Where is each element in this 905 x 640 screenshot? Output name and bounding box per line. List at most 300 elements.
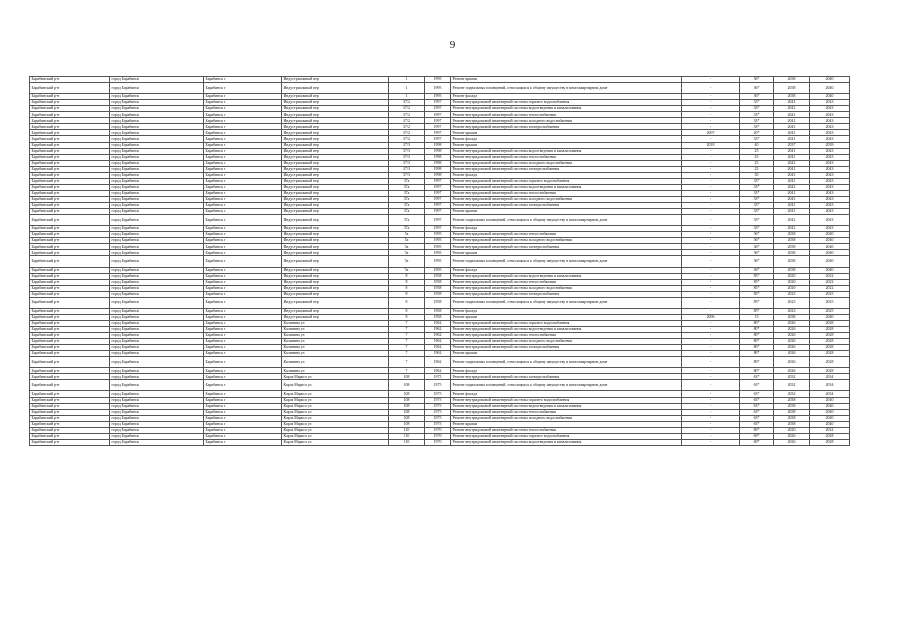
table-cell-work: Ремонт фасада xyxy=(451,391,682,397)
table-cell-end: 2022 xyxy=(810,279,850,285)
table-cell-city: Барабинск г xyxy=(204,190,282,196)
table-cell-work: Ремонт внутридомовой инженерной системы водоотведения и канализования xyxy=(451,184,682,190)
table-cell-settlement: город Барабинск xyxy=(110,94,204,100)
table-cell-settlement: город Барабинск xyxy=(110,124,204,130)
table-cell-city: Барабинск г xyxy=(204,320,282,326)
table-cell-percent: 33* xyxy=(740,124,774,130)
table-cell-street: Индустриальный пер xyxy=(282,148,389,154)
table-cell-house: 5а xyxy=(389,238,425,244)
table-cell-end: 2043 xyxy=(810,202,850,208)
table-cell-street: Калинина ул xyxy=(282,339,389,345)
table-cell-end: 2043 xyxy=(810,166,850,172)
table-cell-street: Индустриальный пер xyxy=(282,314,389,320)
table-cell-city: Барабинск г xyxy=(204,368,282,374)
table-cell-year_done: - xyxy=(682,439,740,445)
table-cell-end: 2025 xyxy=(810,291,850,297)
table-cell-year_done: - xyxy=(682,357,740,368)
table-cell-start: 2041 xyxy=(774,226,810,232)
table-cell-work: Ремонт фасада xyxy=(451,172,682,178)
table-cell-year_done: - xyxy=(682,226,740,232)
table-cell-start: 2020 xyxy=(774,273,810,279)
table-cell-work: Ремонт внутридомовой инженерной системы горячего водоснабжения xyxy=(451,397,682,403)
table-cell-start: 2038 xyxy=(774,250,810,256)
table-cell-percent: 30 xyxy=(740,172,774,178)
table-cell-city: Барабинск г xyxy=(204,215,282,226)
table-cell-work: Ремонт внутридомовой инженерной системы теплоснабжения xyxy=(451,112,682,118)
table-cell-year_done: - xyxy=(682,154,740,160)
table-cell-work: Ремонт внутридомовой инженерной системы холодного водоснабжения xyxy=(451,118,682,124)
table-cell-year: 1997 xyxy=(425,130,451,136)
table-cell-city: Барабинск г xyxy=(204,326,282,332)
table-cell-city: Барабинск г xyxy=(204,314,282,320)
table-cell-house: 37/2 xyxy=(389,136,425,142)
table-cell-year_done: - xyxy=(682,397,740,403)
table-cell-city: Барабинск г xyxy=(204,308,282,314)
table-cell-start: 2026 xyxy=(774,368,810,374)
table-cell-house: 7 xyxy=(389,345,425,351)
table-cell-city: Барабинск г xyxy=(204,226,282,232)
table-cell-district: Барабинский р-н xyxy=(30,244,110,250)
table-cell-percent: 80* xyxy=(740,320,774,326)
table-cell-end: 2043 xyxy=(810,136,850,142)
table-cell-percent: 80* xyxy=(740,339,774,345)
table-cell-city: Барабинск г xyxy=(204,142,282,148)
table-cell-house: 7 xyxy=(389,357,425,368)
table-cell-percent: 63* xyxy=(740,403,774,409)
table-row xyxy=(30,83,850,94)
table-cell-work: Ремонт подвальных помещений, относящихся к общему имуществу в многоквартирном доме xyxy=(451,215,682,226)
table-cell-house: 37/3 xyxy=(389,172,425,178)
table-cell-year: 1958 xyxy=(425,273,451,279)
table-cell-work: Ремонт внутридомовой инженерной системы электроснабжения xyxy=(451,291,682,297)
table-cell-street: Индустриальный пер xyxy=(282,196,389,202)
table-cell-city: Барабинск г xyxy=(204,415,282,421)
table-cell-percent: 25 xyxy=(740,166,774,172)
table-cell-district: Барабинский р-н xyxy=(30,232,110,238)
table-cell-end: 2034 xyxy=(810,391,850,397)
table-cell-settlement: город Барабинск xyxy=(110,100,204,106)
table-cell-percent: 80* xyxy=(740,357,774,368)
table-cell-year_done: - xyxy=(682,256,740,267)
table-cell-street: Индустриальный пер xyxy=(282,172,389,178)
table-cell-street: Карла Маркса ул xyxy=(282,403,389,409)
table-cell-percent: 80* xyxy=(740,351,774,357)
table-cell-house: 8 xyxy=(389,308,425,314)
table-cell-city: Барабинск г xyxy=(204,154,282,160)
table-cell-start: 2026 xyxy=(774,439,810,445)
table-cell-street: Индустриальный пер xyxy=(282,136,389,142)
table-cell-percent: 33* xyxy=(740,178,774,184)
table-cell-start: 2038 xyxy=(774,232,810,238)
table-cell-end: 2040 xyxy=(810,238,850,244)
table-cell-street: Индустриальный пер xyxy=(282,215,389,226)
table-cell-settlement: город Барабинск xyxy=(110,314,204,320)
table-cell-end: 2043 xyxy=(810,215,850,226)
table-cell-street: Индустриальный пер xyxy=(282,190,389,196)
table-cell-city: Барабинск г xyxy=(204,232,282,238)
table-cell-percent: 33* xyxy=(740,215,774,226)
table-cell-percent: 63* xyxy=(740,380,774,391)
table-cell-year_done: - xyxy=(682,320,740,326)
table-cell-start: 2041 xyxy=(774,202,810,208)
table-cell-start: 2038 xyxy=(774,397,810,403)
table-cell-settlement: город Барабинск xyxy=(110,403,204,409)
table-cell-district: Барабинский р-н xyxy=(30,285,110,291)
table-cell-settlement: город Барабинск xyxy=(110,190,204,196)
table-cell-street: Индустриальный пер xyxy=(282,256,389,267)
table-cell-end: 2043 xyxy=(810,209,850,215)
table-cell-year_done: - xyxy=(682,77,740,83)
table-cell-year_done: - xyxy=(682,244,740,250)
table-cell-percent: 63* xyxy=(740,421,774,427)
table-cell-year: 1998 xyxy=(425,166,451,172)
page-number: 9 xyxy=(449,39,456,51)
table-cell-percent: 80* xyxy=(740,326,774,332)
table-cell-work: Ремонт внутридомовой инженерной системы теплоснабжения xyxy=(451,333,682,339)
table-cell-year: 1962 xyxy=(425,339,451,345)
table-cell-city: Барабинск г xyxy=(204,357,282,368)
table-cell-house: 108 xyxy=(389,397,425,403)
table-cell-start: 2038 xyxy=(774,415,810,421)
table-cell-district: Барабинский р-н xyxy=(30,320,110,326)
table-cell-year: 1995 xyxy=(425,256,451,267)
table-cell-work: Ремонт внутридомовой инженерной системы водоотведения и канализования xyxy=(451,326,682,332)
table-cell-district: Барабинский р-н xyxy=(30,142,110,148)
table-cell-house: 108 xyxy=(389,380,425,391)
table-cell-end: 2040 xyxy=(810,250,850,256)
table-cell-percent: 33* xyxy=(740,202,774,208)
table-cell-work: Ремонт внутридомовой инженерной системы холодного водоснабжения xyxy=(451,339,682,345)
table-cell-end: 2028 xyxy=(810,439,850,445)
table-cell-year_done: - xyxy=(682,433,740,439)
table-cell-end: 2043 xyxy=(810,190,850,196)
table-cell-district: Барабинский р-н xyxy=(30,136,110,142)
table-cell-work: Ремонт внутридомовой инженерной системы горячего водоснабжения xyxy=(451,100,682,106)
table-cell-settlement: город Барабинск xyxy=(110,172,204,178)
table-cell-year_done: - xyxy=(682,178,740,184)
table-cell-year: 1995 xyxy=(425,77,451,83)
table-cell-start: 2038 xyxy=(774,244,810,250)
table-cell-street: Индустриальный пер xyxy=(282,118,389,124)
table-cell-end: 2034 xyxy=(810,380,850,391)
table-cell-end: 2028 xyxy=(810,333,850,339)
table-cell-settlement: город Барабинск xyxy=(110,160,204,166)
table-cell-year_done: - xyxy=(682,351,740,357)
table-cell-settlement: город Барабинск xyxy=(110,83,204,94)
table-cell-year_done: - xyxy=(682,83,740,94)
table-cell-city: Барабинск г xyxy=(204,339,282,345)
table-cell-year_done: - xyxy=(682,215,740,226)
table-cell-year_done: - xyxy=(682,166,740,172)
table-cell-end: 2040 xyxy=(810,314,850,320)
table-cell-district: Барабинский р-н xyxy=(30,397,110,403)
table-cell-street: Карла Маркса ул xyxy=(282,397,389,403)
table-cell-start: 2041 xyxy=(774,196,810,202)
table-cell-start: 2041 xyxy=(774,136,810,142)
table-cell-district: Барабинский р-н xyxy=(30,291,110,297)
table-cell-year_done: - xyxy=(682,380,740,391)
table-cell-district: Барабинский р-н xyxy=(30,172,110,178)
table-cell-city: Барабинск г xyxy=(204,118,282,124)
table-cell-year_done: - xyxy=(682,333,740,339)
table-cell-percent: 36* xyxy=(740,244,774,250)
table-cell-city: Барабинск г xyxy=(204,178,282,184)
table-cell-house: 37а xyxy=(389,226,425,232)
table-cell-year_done: - xyxy=(682,124,740,130)
table-cell-city: Барабинск г xyxy=(204,267,282,273)
table-cell-street: Индустриальный пер xyxy=(282,202,389,208)
table-cell-settlement: город Барабинск xyxy=(110,397,204,403)
table-cell-settlement: город Барабинск xyxy=(110,226,204,232)
table-cell-city: Барабинск г xyxy=(204,291,282,297)
table-cell-year: 1962 xyxy=(425,351,451,357)
table-cell-city: Барабинск г xyxy=(204,130,282,136)
table-cell-district: Барабинский р-н xyxy=(30,403,110,409)
table-cell-year: 1962 xyxy=(425,333,451,339)
table-cell-percent: 25 xyxy=(740,148,774,154)
table-cell-work: Ремонт фасада xyxy=(451,94,682,100)
table-cell-district: Барабинский р-н xyxy=(30,345,110,351)
table-cell-year: 1975 xyxy=(425,415,451,421)
table-cell-work: Ремонт внутридомовой инженерной системы электроснабжения xyxy=(451,345,682,351)
table-cell-year_done: - xyxy=(682,160,740,166)
table-body xyxy=(30,77,850,446)
table-cell-year_done: - xyxy=(682,250,740,256)
table-cell-city: Барабинск г xyxy=(204,345,282,351)
table-cell-percent: 36* xyxy=(740,267,774,273)
table-cell-percent: 80* xyxy=(740,368,774,374)
table-cell-year_done: - xyxy=(682,136,740,142)
table-cell-start: 2041 xyxy=(774,166,810,172)
table-cell-street: Индустриальный пер xyxy=(282,124,389,130)
table-cell-percent: 63* xyxy=(740,374,774,380)
table-cell-street: Индустриальный пер xyxy=(282,297,389,308)
table-cell-start: 2041 xyxy=(774,184,810,190)
table-cell-settlement: город Барабинск xyxy=(110,250,204,256)
table-cell-settlement: город Барабинск xyxy=(110,368,204,374)
table-cell-end: 2040 xyxy=(810,77,850,83)
table-cell-end: 2043 xyxy=(810,160,850,166)
table-cell-start: 2038 xyxy=(774,421,810,427)
table-cell-year_done: - xyxy=(682,196,740,202)
table-cell-district: Барабинский р-н xyxy=(30,374,110,380)
table-cell-year_done: - xyxy=(682,172,740,178)
table-cell-year: 1958 xyxy=(425,297,451,308)
table-cell-settlement: город Барабинск xyxy=(110,154,204,160)
table-cell-settlement: город Барабинск xyxy=(110,209,204,215)
table-cell-start: 2023 xyxy=(774,308,810,314)
table-cell-start: 2041 xyxy=(774,112,810,118)
table-cell-year_done: - xyxy=(682,308,740,314)
table-cell-city: Барабинск г xyxy=(204,172,282,178)
table-cell-street: Карла Маркса ул xyxy=(282,374,389,380)
table-cell-house: 7 xyxy=(389,368,425,374)
table-cell-end: 2028 xyxy=(810,345,850,351)
table-cell-end: 2028 xyxy=(810,357,850,368)
table-cell-city: Барабинск г xyxy=(204,403,282,409)
table-cell-start: 2038 xyxy=(774,77,810,83)
table-cell-district: Барабинский р-н xyxy=(30,439,110,445)
table-cell-district: Барабинский р-н xyxy=(30,326,110,332)
table-cell-year: 1958 xyxy=(425,285,451,291)
table-cell-work: Ремонт внутридомовой инженерной системы теплоснабжения xyxy=(451,190,682,196)
table-cell-year_done: - xyxy=(682,100,740,106)
table-cell-percent: 63* xyxy=(740,397,774,403)
table-cell-street: Индустриальный пер xyxy=(282,178,389,184)
table-cell-house: 5а xyxy=(389,267,425,273)
table-cell-district: Барабинский р-н xyxy=(30,368,110,374)
table-cell-district: Барабинский р-н xyxy=(30,106,110,112)
table-cell-settlement: город Барабинск xyxy=(110,202,204,208)
table-cell-settlement: город Барабинск xyxy=(110,326,204,332)
table-cell-settlement: город Барабинск xyxy=(110,415,204,421)
table-cell-year: 1997 xyxy=(425,184,451,190)
table-cell-house: 1 xyxy=(389,77,425,83)
table-cell-street: Индустриальный пер xyxy=(282,106,389,112)
table-cell-settlement: город Барабинск xyxy=(110,439,204,445)
table-cell-house: 37/3 xyxy=(389,154,425,160)
table-cell-work: Ремонт фасада xyxy=(451,308,682,314)
table-cell-end: 2043 xyxy=(810,130,850,136)
table-cell-street: Индустриальный пер xyxy=(282,285,389,291)
table-cell-house: 37/3 xyxy=(389,166,425,172)
table-cell-end: 2043 xyxy=(810,226,850,232)
table-cell-year_done: 2007 xyxy=(682,130,740,136)
table-cell-city: Барабинск г xyxy=(204,256,282,267)
table-cell-year: 1995 xyxy=(425,250,451,256)
table-cell-work: Ремонт внутридомовой инженерной системы горячего водоснабжения xyxy=(451,433,682,439)
table-cell-year: 1995 xyxy=(425,94,451,100)
table-cell-year: 1958 xyxy=(425,291,451,297)
table-cell-end: 2043 xyxy=(810,106,850,112)
table-cell-house: 108 xyxy=(389,415,425,421)
table-cell-year_done: - xyxy=(682,291,740,297)
table-cell-city: Барабинск г xyxy=(204,209,282,215)
table-cell-year: 1962 xyxy=(425,357,451,368)
table-cell-year: 1975 xyxy=(425,397,451,403)
table-cell-start: 2020 xyxy=(774,285,810,291)
table-cell-district: Барабинский р-н xyxy=(30,77,110,83)
table-cell-city: Барабинск г xyxy=(204,106,282,112)
table-cell-year_done: - xyxy=(682,238,740,244)
table-cell-house: 7 xyxy=(389,333,425,339)
table-cell-work: Ремонт подвальных помещений, относящихся к общему имуществу в многоквартирном доме xyxy=(451,83,682,94)
table-cell-settlement: город Барабинск xyxy=(110,297,204,308)
table-cell-end: 2040 xyxy=(810,232,850,238)
table-cell-percent: 80* xyxy=(740,333,774,339)
table-cell-start: 2032 xyxy=(774,391,810,397)
table-cell-city: Барабинск г xyxy=(204,100,282,106)
table-cell-year_done: - xyxy=(682,374,740,380)
table-cell-year: 1995 xyxy=(425,238,451,244)
table-cell-district: Барабинский р-н xyxy=(30,112,110,118)
table-cell-end: 2040 xyxy=(810,409,850,415)
table-cell-district: Барабинский р-н xyxy=(30,118,110,124)
table-cell-city: Барабинск г xyxy=(204,184,282,190)
table-cell-start: 2023 xyxy=(774,291,810,297)
table-cell-year_done: - xyxy=(682,421,740,427)
table-cell-street: Индустриальный пер xyxy=(282,273,389,279)
table-cell-settlement: город Барабинск xyxy=(110,308,204,314)
table-cell-year: 1995 xyxy=(425,232,451,238)
table-cell-percent: 33* xyxy=(740,112,774,118)
table-cell-percent: 85* xyxy=(740,273,774,279)
table-cell-city: Барабинск г xyxy=(204,124,282,130)
table-cell-end: 2040 xyxy=(810,244,850,250)
table-cell-percent: 25 xyxy=(740,154,774,160)
table-cell-house: 37/3 xyxy=(389,160,425,166)
table-cell-work: Ремонт крыши xyxy=(451,351,682,357)
table-cell-end: 2028 xyxy=(810,433,850,439)
table-cell-year: 1962 xyxy=(425,345,451,351)
table-cell-start: 2032 xyxy=(774,380,810,391)
table-cell-percent: 63* xyxy=(740,415,774,421)
table-cell-year_done: - xyxy=(682,368,740,374)
table-cell-city: Барабинск г xyxy=(204,439,282,445)
table-cell-house: 108 xyxy=(389,421,425,427)
table-cell-district: Барабинский р-н xyxy=(30,314,110,320)
table-cell-district: Барабинский р-н xyxy=(30,238,110,244)
table-cell-district: Барабинский р-н xyxy=(30,178,110,184)
table-cell-settlement: город Барабинск xyxy=(110,256,204,267)
table-cell-district: Барабинский р-н xyxy=(30,308,110,314)
table-cell-start: 2023 xyxy=(774,297,810,308)
table-cell-year: 1975 xyxy=(425,374,451,380)
table-cell-year_done: - xyxy=(682,415,740,421)
table-cell-street: Карла Маркса ул xyxy=(282,439,389,445)
table-cell-district: Барабинский р-н xyxy=(30,339,110,345)
table-cell-end: 2040 xyxy=(810,83,850,94)
table-cell-end: 2043 xyxy=(810,100,850,106)
table-cell-end: 2040 xyxy=(810,421,850,427)
table-cell-city: Барабинск г xyxy=(204,77,282,83)
table-cell-city: Барабинск г xyxy=(204,279,282,285)
table-cell-year: 1975 xyxy=(425,421,451,427)
table-cell-year_done: - xyxy=(682,118,740,124)
table-cell-percent: 25 xyxy=(740,160,774,166)
table-cell-city: Барабинск г xyxy=(204,380,282,391)
table-cell-city: Барабинск г xyxy=(204,333,282,339)
table-cell-year_done: - xyxy=(682,285,740,291)
table-cell-district: Барабинский р-н xyxy=(30,202,110,208)
table-cell-district: Барабинский р-н xyxy=(30,415,110,421)
table-cell-house: 1 xyxy=(389,94,425,100)
table-cell-street: Калинина ул xyxy=(282,351,389,357)
table-cell-percent: 85* xyxy=(740,285,774,291)
table-cell-city: Барабинск г xyxy=(204,112,282,118)
table-cell-end: 2034 xyxy=(810,374,850,380)
table-cell-work: Ремонт фасада xyxy=(451,136,682,142)
table-cell-percent: 80* xyxy=(740,345,774,351)
table-cell-settlement: город Барабинск xyxy=(110,391,204,397)
table-cell-work: Ремонт внутридомовой инженерной системы электроснабжения xyxy=(451,202,682,208)
table-cell-street: Индустриальный пер xyxy=(282,77,389,83)
table-cell-year: 1998 xyxy=(425,154,451,160)
table-cell-settlement: город Барабинск xyxy=(110,77,204,83)
table-cell-percent: 36* xyxy=(740,77,774,83)
table-row xyxy=(30,439,850,445)
table-cell-street: Индустриальный пер xyxy=(282,130,389,136)
table-cell-house: 8 xyxy=(389,273,425,279)
table-cell-work: Ремонт внутридомовой инженерной системы холодного водоснабжения xyxy=(451,196,682,202)
table-cell-percent: 85* xyxy=(740,291,774,297)
table-cell-street: Индустриальный пер xyxy=(282,279,389,285)
table-cell-start: 2032 xyxy=(774,374,810,380)
table-cell-year_done: - xyxy=(682,409,740,415)
table-cell-house: 8 xyxy=(389,279,425,285)
table-cell-percent: 36* xyxy=(740,232,774,238)
table-cell-end: 2028 xyxy=(810,368,850,374)
